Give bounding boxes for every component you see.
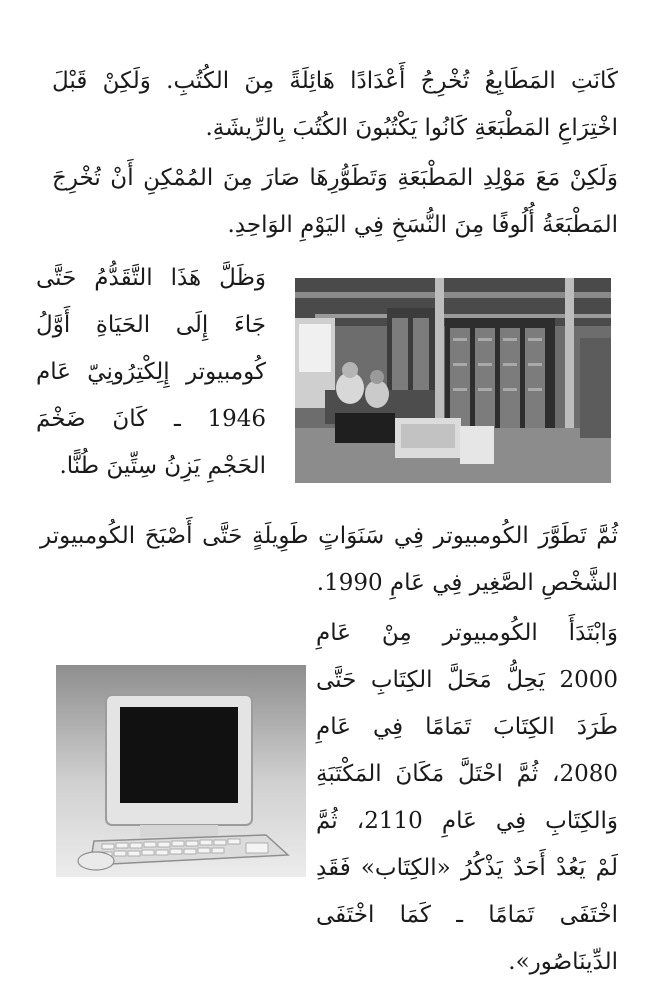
paragraph-computer-replaces-book [316, 610, 618, 986]
text-line: اخْتِرَاعِ المَطْبَعَةِ كَانُوا يَكْتُبُونَ الكُتُبَ بِالرِّيشَةِ. [205, 115, 618, 141]
text-line: 2000 يَحِلُّ مَحَلَّ الكِتَابِ حَتَّى [316, 667, 618, 693]
text-line: جَاءَ إِلَى الحَيَاةِ أَوَّلُ [36, 312, 266, 338]
text-line: كُومبيوتر إِلِكْتِرُونِيّ عَام [36, 359, 266, 385]
text-line: وَالكِتَابِ فِي عَامِ 2110، ثُمَّ [316, 808, 618, 834]
paragraph-personal-computer [40, 513, 618, 607]
paragraph-first-computer [36, 255, 266, 490]
text-line: اخْتَفَى تَمَامًا ـ كَمَا اخْتَفَى [316, 902, 618, 928]
paragraph-printing-presses [52, 58, 618, 152]
early-computer-photo [295, 278, 611, 483]
text-line: وَظَلَّ هَذَا التَّقَدُّمُ حَتَّى [36, 265, 266, 291]
text-line: الشَّخْصِ الصَّغِير فِي عَامِ 1990. [316, 570, 618, 596]
early-computer-illustration [295, 278, 611, 483]
paragraph-printing-evolution [52, 155, 618, 249]
text-line: طَرَدَ الكِتَابَ تَمَامًا فِي عَامِ [316, 714, 618, 740]
text-line: لَمْ يَعُدْ أَحَدٌ يَذْكُرُ «الكِتَاب» فَقَدِ [316, 855, 618, 881]
personal-computer-photo [56, 665, 306, 877]
text-line: المَطْبَعَةُ أُلُوفًا مِنَ النُّسَخِ فِي اليَوْمِ الوَاحِدِ. [227, 212, 618, 238]
text-line: 1946 ـ كَانَ ضَخْمَ [36, 406, 266, 432]
text-line: 2080، ثُمَّ احْتَلَّ مَكَانَ المَكْتَبَةِ [316, 761, 618, 787]
text-line: وَلَكِنْ مَعَ مَوْلِدِ المَطْبَعَةِ وَتَطَوُّرِهَا صَارَ مِنَ المُمْكِنِ أَنْ تُخْرِجَ [52, 165, 618, 191]
text-line: وَابْتَدَأَ الكُومبيوتر مِنْ عَامِ [316, 620, 618, 646]
text-line: كَانَتِ المَطَابِعُ تُخْرِجُ أَعْدَادًا هَائِلَةً مِنَ الكُتُبِ. وَلَكِنْ قَبْلَ [52, 68, 618, 94]
text-line: ثُمَّ تَطَوَّرَ الكُومبيوتر فِي سَنَوَاتٍ طَوِيلَةٍ حَتَّى أَصْبَحَ الكُومبيوتر [40, 523, 618, 549]
personal-computer-illustration [56, 665, 306, 877]
text-line: الدِّينَاصُور». [508, 949, 618, 975]
text-line: الحَجْمِ يَزِنُ سِتِّينَ طُنًّا. [59, 453, 266, 479]
